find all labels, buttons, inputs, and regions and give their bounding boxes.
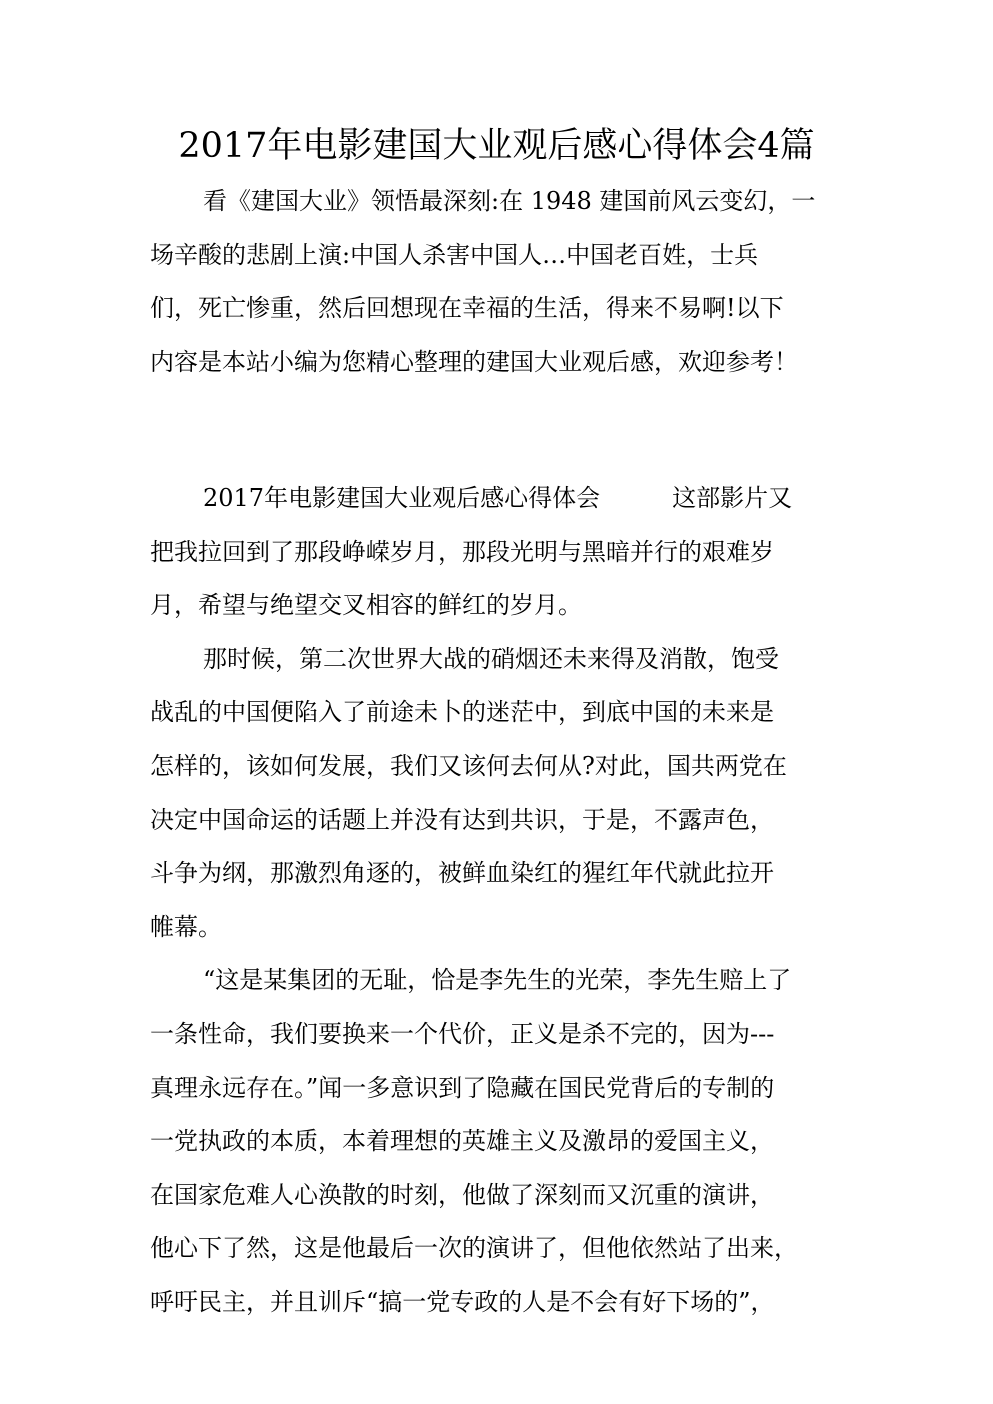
- section-heading: 2017年电影建国大业观后感心得体会: [203, 483, 601, 512]
- text-line: 一条性命，我们要换来一个代价，正义是杀不完的，因为---: [150, 1019, 775, 1048]
- document-body: [150, 175, 855, 1329]
- text-line: 一党执政的本质，本着理想的英雄主义及激昂的爱国主义，: [150, 1127, 774, 1156]
- text-line: [150, 472, 855, 526]
- text-line: 看《建国大业》领悟最深刻:在 1948 建国前风云变幻，一: [203, 187, 816, 215]
- text-line: 决定中国命运的话题上并没有达到共识，于是，不露声色，: [150, 805, 774, 834]
- section-paragraph-2: [150, 633, 855, 955]
- text-line: 月，希望与绝望交叉相容的鲜红的岁月。: [150, 591, 582, 620]
- text-line: 他心下了然，这是他最后一次的演讲了，但他依然站了出来，: [150, 1234, 798, 1263]
- text-line: 场辛酸的悲剧上演:中国人杀害中国人…中国老百姓，士兵: [150, 240, 759, 269]
- text-line: 斗争为纲，那激烈角逐的，被鲜血染红的猩红年代就此拉开: [150, 859, 774, 888]
- text-line: “这是某集团的无耻，恰是李先生的光荣，李先生赔上了: [203, 966, 792, 995]
- text-line: 怎样的，该如何发展，我们又该何去何从?对此，国共两党在: [150, 751, 787, 780]
- text-line: 帷幕。: [150, 912, 222, 941]
- paragraph-gap: [150, 389, 855, 443]
- section-paragraph-3: [150, 954, 855, 1329]
- text-line: 内容是本站小编为您精心整理的建国大业观后感，欢迎参考！: [150, 347, 798, 376]
- section-paragraph-1: [150, 472, 855, 633]
- text-line: 战乱的中国便陷入了前途未卜的迷茫中，到底中国的未来是: [150, 698, 774, 727]
- text-line: 在国家危难人心涣散的时刻，他做了深刻而又沉重的演讲，: [150, 1180, 774, 1209]
- text-line: 把我拉回到了那段峥嵘岁月，那段光明与黑暗并行的艰难岁: [150, 537, 774, 566]
- intro-paragraph: [150, 175, 855, 389]
- text-line: 们，死亡惨重，然后回想现在幸福的生活，得来不易啊!以下: [150, 294, 784, 323]
- document-title: 2017年电影建国大业观后感心得体会4篇: [178, 126, 815, 166]
- text-line: 那时候，第二次世界大战的硝烟还未来得及消散，饱受: [203, 644, 779, 673]
- paragraph-gap: [150, 443, 855, 472]
- text-line: 呼吁民主，并且训斥“搞一党专政的人是不会有好下场的”，: [150, 1287, 775, 1316]
- text-line: 真理永远存在。”闻一多意识到了隐藏在国民党背后的专制的: [150, 1073, 775, 1102]
- section-lead: 这部影片又: [672, 483, 793, 512]
